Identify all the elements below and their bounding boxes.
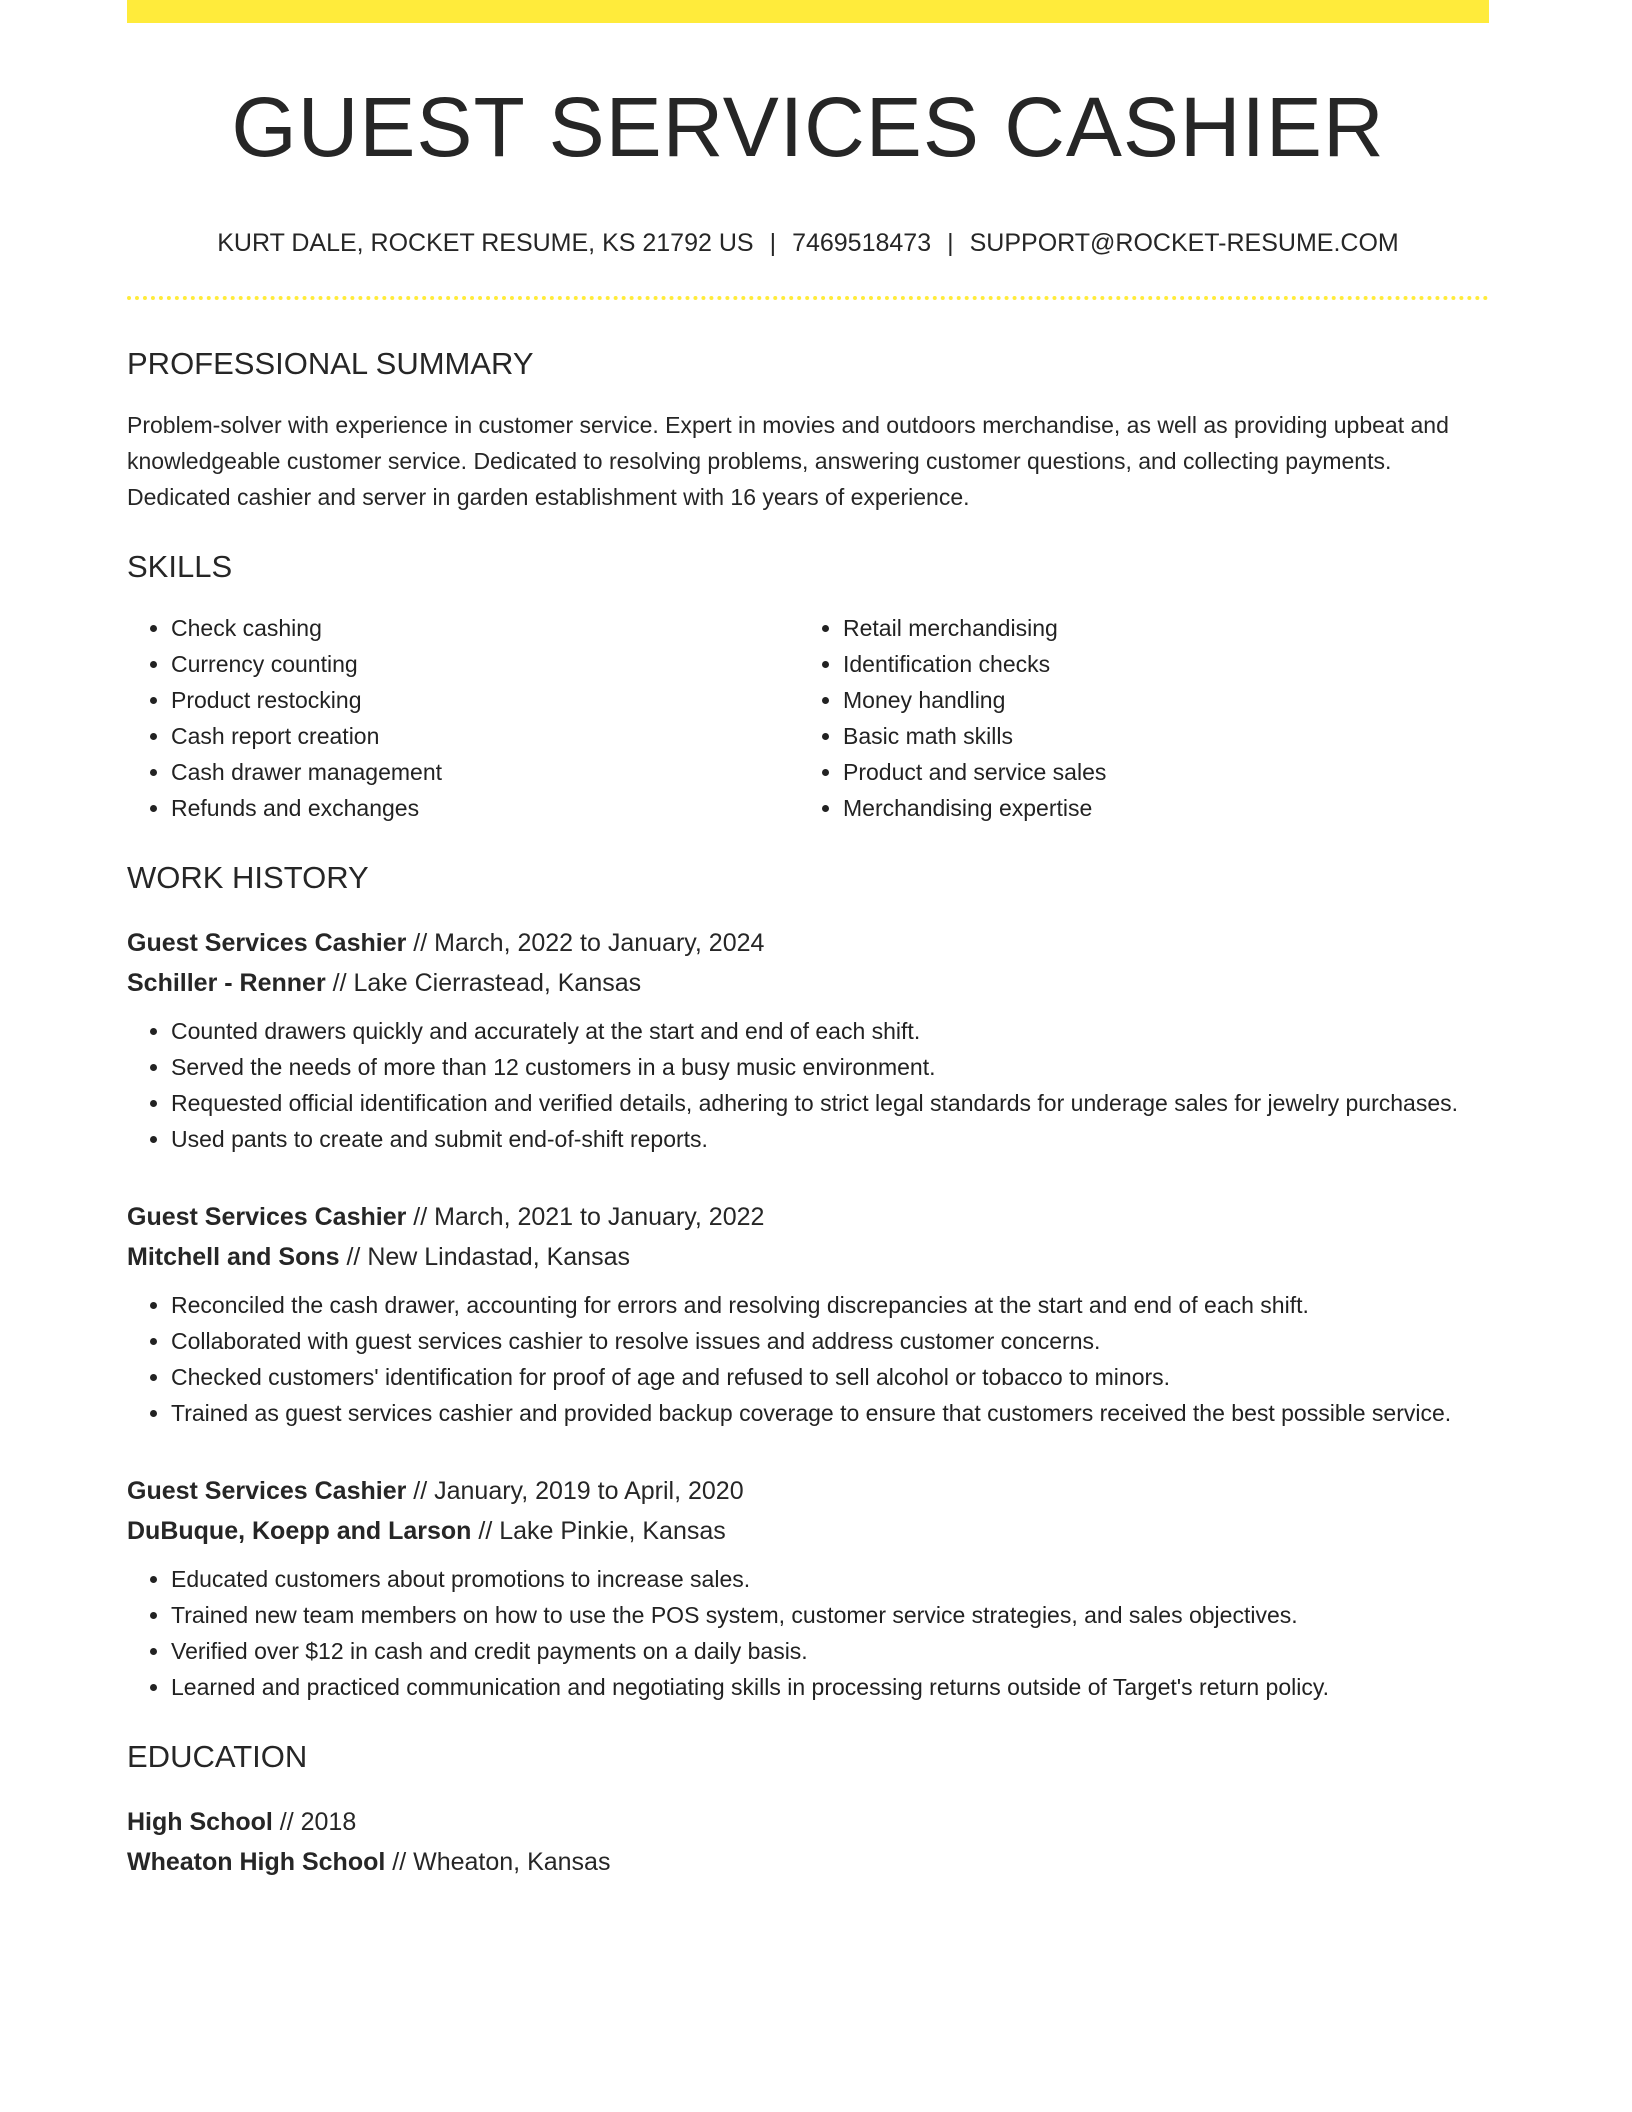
- job-location: // Lake Cierrastead, Kansas: [332, 969, 642, 997]
- contact-line: [127, 231, 1489, 256]
- job-title-line: [127, 1471, 1489, 1511]
- job-entry: [127, 923, 1489, 1157]
- job-entry: [127, 1197, 1489, 1431]
- job-entry: [127, 1471, 1489, 1705]
- dotted-divider: [127, 296, 1489, 300]
- education-school: Wheaton High School: [127, 1848, 386, 1876]
- job-bullet: • Counted drawers quickly and accurately at the start and end of each shift.: [171, 1013, 1489, 1049]
- job-company: DuBuque, Koepp and Larson: [127, 1517, 472, 1545]
- education-school-line: [127, 1842, 1489, 1882]
- education-location: // Wheaton, Kansas: [392, 1848, 611, 1876]
- skill-item: • Cash report creation: [171, 718, 799, 754]
- job-bullet: • Educated customers about promotions to increase sales.: [171, 1561, 1489, 1597]
- section-heading-education: EDUCATION: [127, 1739, 308, 1774]
- job-bullets: [127, 1013, 1489, 1157]
- education-entry: [127, 1802, 1489, 1882]
- job-company: Schiller - Renner: [127, 969, 326, 997]
- summary-text: Problem-solver with experience in customer service. Expert in movies and outdoors merchandise, as well as providing upbeat and knowledgeable customer service. Dedicated to resolving problems, answering customer questions, and collecting payments. Dedicated cashier and server in garden establishment with 16 years of experience.: [127, 412, 1449, 510]
- skills-columns: [127, 610, 1489, 826]
- skill-item: • Product restocking: [171, 682, 799, 718]
- job-company-line: [127, 963, 1489, 1003]
- resume-title: GUEST SERVICES CASHIER: [231, 80, 1385, 174]
- skill-item: • Identification checks: [843, 646, 1471, 682]
- job-bullet: • Requested official identification and verified details, adhering to strict legal standards for underage sales for jewelry purchases.: [171, 1085, 1489, 1121]
- skill-item: • Merchandising expertise: [843, 790, 1471, 826]
- job-title: Guest Services Cashier: [127, 929, 407, 957]
- job-bullet: • Verified over $12 in cash and credit payments on a daily basis.: [171, 1633, 1489, 1669]
- skill-item: • Retail merchandising: [843, 610, 1471, 646]
- job-title: Guest Services Cashier: [127, 1477, 407, 1505]
- education-degree-line: [127, 1802, 1489, 1842]
- job-company-line: [127, 1237, 1489, 1277]
- job-dates: // March, 2021 to January, 2022: [413, 1203, 765, 1231]
- job-bullet: • Checked customers' identification for proof of age and refused to sell alcohol or tobacco to minors.: [171, 1359, 1489, 1395]
- section-heading-work-history: WORK HISTORY: [127, 860, 369, 895]
- job-bullet: • Used pants to create and submit end-of-shift reports.: [171, 1121, 1489, 1157]
- job-dates: // March, 2022 to January, 2024: [413, 929, 765, 957]
- education-degree: High School: [127, 1808, 273, 1836]
- accent-bar: [127, 0, 1489, 23]
- job-bullets: [127, 1561, 1489, 1705]
- job-company: Mitchell and Sons: [127, 1243, 340, 1271]
- contact-separator: |: [769, 229, 777, 257]
- job-title-line: [127, 923, 1489, 963]
- skill-item: • Check cashing: [171, 610, 799, 646]
- job-title: Guest Services Cashier: [127, 1203, 407, 1231]
- contact-email: SUPPORT@ROCKET-RESUME.COM: [969, 229, 1399, 257]
- job-title-line: [127, 1197, 1489, 1237]
- skill-item: • Basic math skills: [843, 718, 1471, 754]
- skill-item: • Cash drawer management: [171, 754, 799, 790]
- skill-item: • Product and service sales: [843, 754, 1471, 790]
- skills-list-right: [799, 610, 1471, 826]
- skill-item: • Refunds and exchanges: [171, 790, 799, 826]
- job-bullet: • Collaborated with guest services cashier to resolve issues and address customer concerns.: [171, 1323, 1489, 1359]
- job-bullet: • Trained new team members on how to use the POS system, customer service strategies, and sales objectives.: [171, 1597, 1489, 1633]
- resume-page: [127, 0, 1489, 1882]
- skills-list-left: [127, 610, 799, 826]
- job-location: // Lake Pinkie, Kansas: [478, 1517, 726, 1545]
- skill-item: • Money handling: [843, 682, 1471, 718]
- job-bullet: • Reconciled the cash drawer, accounting for errors and resolving discrepancies at the start and end of each shift.: [171, 1287, 1489, 1323]
- job-bullets: [127, 1287, 1489, 1431]
- contact-phone: 7469518473: [792, 229, 932, 257]
- job-bullet: • Learned and practiced communication and negotiating skills in processing returns outside of Target's return policy.: [171, 1669, 1489, 1705]
- job-bullet: • Trained as guest services cashier and provided backup coverage to ensure that customers received the best possible service.: [171, 1395, 1489, 1431]
- section-heading-skills: SKILLS: [127, 549, 233, 584]
- job-dates: // January, 2019 to April, 2020: [413, 1477, 744, 1505]
- job-bullet: • Served the needs of more than 12 customers in a busy music environment.: [171, 1049, 1489, 1085]
- education-year: // 2018: [279, 1808, 357, 1836]
- skill-item: • Currency counting: [171, 646, 799, 682]
- contact-address: KURT DALE, ROCKET RESUME, KS 21792 US: [217, 229, 754, 257]
- job-location: // New Lindastad, Kansas: [346, 1243, 630, 1271]
- section-heading-summary: PROFESSIONAL SUMMARY: [127, 346, 534, 381]
- job-company-line: [127, 1511, 1489, 1551]
- contact-separator: |: [947, 229, 954, 257]
